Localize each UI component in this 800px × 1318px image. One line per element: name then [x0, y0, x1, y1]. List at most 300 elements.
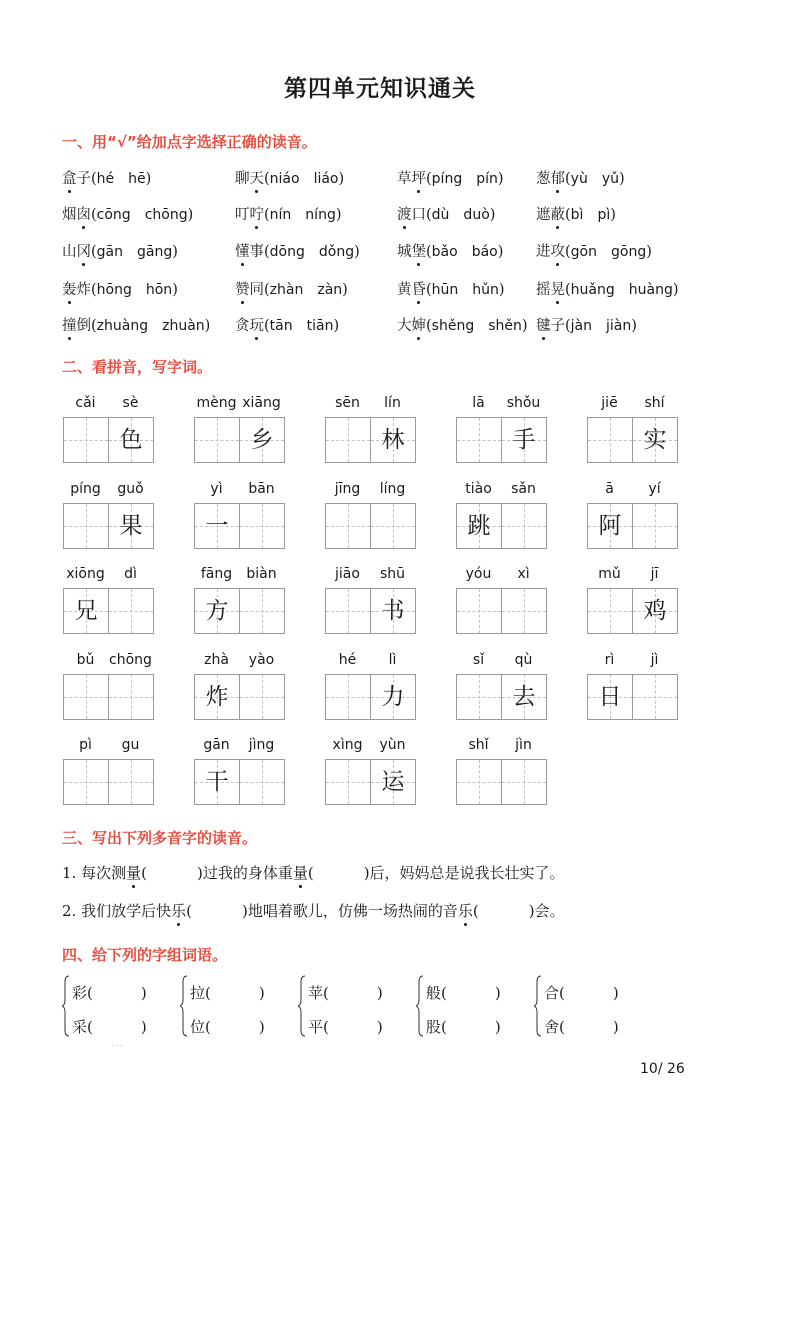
- grid-character: [326, 418, 370, 462]
- reading-choice-item: [397, 167, 504, 188]
- pinyin-options[interactable]: zhàn zàn: [269, 282, 343, 298]
- grid-character: 果: [119, 513, 143, 539]
- reading-choice-item: [235, 203, 342, 224]
- tian-grid-box[interactable]: [239, 503, 285, 549]
- pinyin-syllable: yùn: [379, 737, 406, 753]
- grid-character: [326, 675, 370, 719]
- grid-character: 书: [381, 598, 405, 624]
- reading-choice-item: [62, 314, 210, 335]
- grid-character: [64, 418, 108, 462]
- close-paren: ): [619, 171, 625, 187]
- tian-grid-box[interactable]: [370, 588, 416, 634]
- tian-grid-box[interactable]: [194, 674, 240, 720]
- word-part: (: [426, 282, 432, 298]
- section-4-title: 四、给下列的字组词语。: [62, 946, 228, 964]
- page-title: 第四单元知识通关: [284, 76, 476, 102]
- group-character: 股(: [426, 1018, 447, 1036]
- pinyin-syllable: líng: [379, 481, 406, 497]
- word-group: [534, 974, 644, 1038]
- tian-grid-pair: [194, 588, 284, 633]
- tian-grid-box[interactable]: [501, 674, 547, 720]
- reading-choice-item: [536, 203, 616, 224]
- tian-grid-box[interactable]: [325, 674, 371, 720]
- tian-grid-box[interactable]: [239, 417, 285, 463]
- grid-character: [633, 675, 677, 719]
- close-paren: ): [497, 171, 504, 187]
- pinyin-syllable: guǒ: [117, 481, 144, 497]
- pinyin-syllable: yào: [248, 652, 275, 668]
- word-part: 进: [536, 244, 551, 260]
- word-part: 子(: [76, 171, 97, 187]
- section-2-title: 二、看拼音，写字词。: [62, 358, 213, 376]
- grid-character: [64, 504, 108, 548]
- pinyin-options[interactable]: bì pì: [570, 207, 611, 223]
- tian-grid-pair: [194, 759, 284, 804]
- tian-grid-pair: [63, 588, 153, 633]
- close-paren: ): [187, 207, 194, 223]
- pinyin-syllable: yóu: [465, 566, 492, 582]
- word-part: 摇: [536, 282, 551, 298]
- pinyin-syllable: pì: [79, 737, 92, 753]
- pinyin-syllable: qù: [514, 652, 533, 668]
- close-paren: ): [172, 244, 178, 260]
- pinyin-options[interactable]: cōng chōng: [96, 207, 188, 223]
- grid-character: [109, 589, 153, 633]
- grid-character: 林: [381, 427, 405, 453]
- pinyin-syllable: jiāo: [335, 566, 360, 582]
- reading-choice-item: [62, 278, 178, 299]
- grid-character: [457, 675, 501, 719]
- close-paren: ): [145, 171, 152, 187]
- word-group: [298, 974, 408, 1038]
- grid-character: 力: [381, 684, 405, 710]
- tian-grid-box[interactable]: [63, 759, 109, 805]
- group-character: 合(: [544, 984, 565, 1002]
- pinyin-options[interactable]: niáo liáo: [269, 171, 339, 187]
- tian-grid-box[interactable]: [370, 503, 416, 549]
- pinyin-syllable: gān: [203, 737, 230, 753]
- tian-grid-pair: [63, 503, 153, 548]
- group-character: 彩(: [72, 984, 93, 1002]
- word-part: (: [426, 171, 432, 187]
- grid-character: [633, 504, 677, 548]
- word-part: 炸(: [76, 282, 97, 298]
- tian-grid-box[interactable]: [194, 759, 240, 805]
- word-part: (: [264, 207, 270, 223]
- pinyin-row: [587, 481, 677, 499]
- tian-grid-box[interactable]: [194, 588, 240, 634]
- brace-icon: [416, 974, 424, 1038]
- tian-grid-box[interactable]: [587, 674, 633, 720]
- tian-grid-box[interactable]: [632, 674, 678, 720]
- pinyin-options[interactable]: dù duò: [431, 207, 490, 223]
- pinyin-syllable: biàn: [246, 566, 277, 582]
- brace-icon: [180, 974, 188, 1038]
- tian-grid-pair: [587, 503, 677, 548]
- close-paren: ): [631, 318, 637, 334]
- pinyin-row: [456, 652, 546, 670]
- pinyin-syllable: bān: [248, 481, 275, 497]
- reading-choice-item: [235, 167, 344, 188]
- pinyin-syllable: lā: [472, 395, 485, 411]
- pinyin-syllable: shí: [644, 395, 665, 411]
- tian-grid-box[interactable]: [239, 588, 285, 634]
- pinyin-syllable: lín: [384, 395, 401, 411]
- dotted-character: 天: [250, 167, 265, 188]
- pinyin-options[interactable]: huǎng huàng: [570, 282, 673, 298]
- pinyin-syllable: rì: [604, 652, 615, 668]
- tian-grid-box[interactable]: [108, 759, 154, 805]
- close-paren: ): [172, 282, 178, 298]
- grid-character: 手: [512, 427, 536, 453]
- dotted-character: 毽: [536, 314, 551, 335]
- polyphone-sentence-2: 2. 我们放学后快乐( )地唱着歌儿，仿佛一场热闹的音乐( )会。: [62, 902, 565, 920]
- pinyin-row: [63, 481, 153, 499]
- tian-grid-box[interactable]: [108, 503, 154, 549]
- pinyin-syllable: sǎn: [511, 481, 536, 497]
- close-paren: ): [521, 318, 528, 334]
- word-part: 遮: [536, 207, 551, 223]
- close-paren: ): [489, 207, 496, 223]
- tian-grid-box[interactable]: [501, 588, 547, 634]
- grid-character: 去: [512, 684, 536, 710]
- group-character: 位(: [190, 1018, 211, 1036]
- reading-choice-item: [397, 240, 503, 261]
- dotted-character: 婶: [412, 314, 427, 335]
- close-paren: ): [612, 984, 619, 1002]
- pinyin-syllable: xì: [517, 566, 530, 582]
- grid-character: [502, 504, 546, 548]
- tian-grid-box[interactable]: [108, 674, 154, 720]
- grid-character: 炸: [205, 684, 229, 710]
- close-paren: ): [610, 207, 616, 223]
- word-part: (: [264, 171, 270, 187]
- pinyin-options[interactable]: bǎo báo: [431, 244, 498, 260]
- pinyin-syllable: jīng: [334, 481, 361, 497]
- pinyin-options[interactable]: nín níng: [269, 207, 336, 223]
- pinyin-options[interactable]: hé hē: [96, 171, 146, 187]
- reading-choice-item: [536, 240, 652, 261]
- pinyin-options[interactable]: tān tiān: [269, 318, 334, 334]
- pinyin-syllable: sè: [122, 395, 139, 411]
- tian-grid-pair: [587, 588, 677, 633]
- pinyin-syllable: ā: [605, 481, 614, 497]
- tian-grid-box[interactable]: [325, 588, 371, 634]
- dotted-character: 懂: [235, 240, 250, 261]
- pinyin-row: [587, 652, 677, 670]
- pinyin-row: [194, 481, 284, 499]
- word-part: 山: [62, 244, 77, 260]
- group-character: 般(: [426, 984, 447, 1002]
- pinyin-row: [325, 737, 415, 755]
- pinyin-row: [587, 566, 677, 584]
- dotted-character: 囱: [77, 203, 92, 224]
- tian-grid-box[interactable]: [587, 417, 633, 463]
- polyphone-sentence-1: 1. 每次测量( )过我的身体重量( )后，妈妈总是说我长壮实了。: [62, 864, 565, 882]
- dotted-character: 攻: [551, 240, 566, 261]
- grid-character: [457, 589, 501, 633]
- pinyin-syllable: shū: [379, 566, 406, 582]
- group-word-item: [190, 1016, 265, 1037]
- pinyin-options[interactable]: dōng dǒng: [269, 244, 355, 260]
- word-part: (: [91, 207, 97, 223]
- close-paren: ): [342, 282, 348, 298]
- grid-character: [326, 760, 370, 804]
- tian-grid-pair: [194, 417, 284, 462]
- pinyin-syllable: sǐ: [472, 652, 485, 668]
- section-3-title: 三、写出下列多音字的读音。: [62, 829, 258, 847]
- tian-grid-box[interactable]: [370, 417, 416, 463]
- dotted-character: 郁: [551, 167, 566, 188]
- tian-grid-box[interactable]: [239, 674, 285, 720]
- close-paren: ): [646, 244, 652, 260]
- pinyin-row: [194, 737, 284, 755]
- tian-grid-box[interactable]: [194, 503, 240, 549]
- tian-grid-pair: [194, 674, 284, 719]
- tian-grid-box[interactable]: [501, 503, 547, 549]
- word-part: 烟: [62, 207, 77, 223]
- grid-character: [109, 675, 153, 719]
- pinyin-syllable: mǔ: [598, 566, 621, 582]
- group-word-item: [544, 982, 619, 1003]
- grid-character: 运: [381, 769, 405, 795]
- word-part: (: [91, 244, 97, 260]
- pinyin-syllable: fāng: [200, 566, 233, 582]
- tian-grid-box[interactable]: [587, 588, 633, 634]
- tian-grid-pair: [456, 503, 546, 548]
- tian-grid-pair: [456, 417, 546, 462]
- tian-grid-pair: [194, 503, 284, 548]
- tian-grid-box[interactable]: [587, 503, 633, 549]
- grid-character: [326, 589, 370, 633]
- tian-grid-pair: [325, 674, 415, 719]
- pinyin-options[interactable]: shěng shěn: [431, 318, 522, 334]
- pinyin-row: [194, 395, 284, 413]
- page-number: 10/ 26: [640, 1061, 685, 1077]
- tian-grid-pair: [325, 588, 415, 633]
- pinyin-syllable: tiào: [465, 481, 492, 497]
- reading-choice-item: [235, 314, 339, 335]
- grid-character: 日: [598, 684, 622, 710]
- pinyin-syllable: chōng: [109, 652, 152, 668]
- pinyin-options[interactable]: jàn jiàn: [570, 318, 632, 334]
- word-part: (: [565, 244, 571, 260]
- group-word-item: [72, 1016, 147, 1037]
- tian-grid-box[interactable]: [108, 417, 154, 463]
- dotted-character: 撞: [62, 314, 77, 335]
- tian-grid-box[interactable]: [370, 759, 416, 805]
- dotted-character: 渡: [397, 203, 412, 224]
- pinyin-syllable: jì: [650, 652, 659, 668]
- pinyin-row: [194, 566, 284, 584]
- reading-choice-item: [62, 240, 178, 261]
- tian-grid-box[interactable]: [456, 417, 502, 463]
- close-paren: ): [497, 244, 504, 260]
- close-paren: ): [338, 171, 345, 187]
- tian-grid-box[interactable]: [456, 503, 502, 549]
- section-1-title: 一、用“√”给加点字选择正确的读音。: [62, 133, 317, 151]
- group-word-item: [72, 982, 147, 1003]
- reading-choice-item: [62, 167, 151, 188]
- pinyin-syllable: jī: [650, 566, 659, 582]
- reading-choice-item: [536, 278, 679, 299]
- dotted-character: 坪: [412, 167, 427, 188]
- tian-grid-pair: [63, 759, 153, 804]
- grid-character: [502, 760, 546, 804]
- word-part: 事(: [249, 244, 270, 260]
- group-character: 采(: [72, 1018, 93, 1036]
- tian-grid-pair: [456, 759, 546, 804]
- group-word-item: [426, 1016, 501, 1037]
- tian-grid-box[interactable]: [456, 588, 502, 634]
- pinyin-options[interactable]: zhuàng zhuàn: [96, 318, 205, 334]
- pinyin-syllable: jiē: [601, 395, 618, 411]
- pinyin-syllable: bǔ: [76, 652, 95, 668]
- tian-grid-box[interactable]: [63, 674, 109, 720]
- tian-grid-box[interactable]: [239, 759, 285, 805]
- tian-grid-box[interactable]: [632, 417, 678, 463]
- dotted-character: 盒: [62, 167, 77, 188]
- pinyin-syllable: yí: [648, 481, 661, 497]
- pinyin-row: [456, 737, 546, 755]
- close-paren: ): [612, 1018, 619, 1036]
- pinyin-row: [456, 566, 546, 584]
- scan-smudge: · · ·: [112, 1043, 122, 1050]
- pinyin-row: [63, 566, 153, 584]
- grid-character: [371, 504, 415, 548]
- pinyin-syllable: cǎi: [75, 395, 96, 411]
- pinyin-row: [325, 652, 415, 670]
- dotted-character: 堡: [412, 240, 427, 261]
- close-paren: ): [494, 984, 501, 1002]
- pinyin-row: [325, 566, 415, 584]
- reading-choice-item: [62, 203, 193, 224]
- close-paren: ): [333, 318, 340, 334]
- pinyin-syllable: jìng: [248, 737, 275, 753]
- pinyin-syllable: mèng: [196, 395, 237, 411]
- grid-character: 鸡: [643, 598, 667, 624]
- word-part: 聊: [235, 171, 250, 187]
- grid-character: [457, 760, 501, 804]
- pinyin-row: [325, 395, 415, 413]
- group-word-item: [308, 1016, 383, 1037]
- grid-character: 方: [205, 598, 229, 624]
- tian-grid-pair: [325, 417, 415, 462]
- pinyin-options[interactable]: píng pín: [431, 171, 498, 187]
- word-group: [416, 974, 526, 1038]
- close-paren: ): [376, 984, 383, 1002]
- grid-character: 实: [643, 427, 667, 453]
- tian-grid-pair: [325, 759, 415, 804]
- reading-choice-item: [536, 314, 637, 335]
- pinyin-syllable: gu: [121, 737, 140, 753]
- tian-grid-box[interactable]: [632, 588, 678, 634]
- grid-character: [64, 760, 108, 804]
- dotted-character: 赞: [235, 278, 250, 299]
- word-part: 草: [397, 171, 412, 187]
- word-part: (: [565, 207, 571, 223]
- tian-grid-box[interactable]: [63, 417, 109, 463]
- tian-grid-box[interactable]: [108, 588, 154, 634]
- grid-character: [502, 589, 546, 633]
- pinyin-options[interactable]: hūn hǔn: [431, 282, 499, 298]
- pinyin-row: [325, 481, 415, 499]
- tian-grid-box[interactable]: [325, 503, 371, 549]
- tian-grid-box[interactable]: [370, 674, 416, 720]
- tian-grid-box[interactable]: [63, 588, 109, 634]
- tian-grid-pair: [587, 674, 677, 719]
- tian-grid-box[interactable]: [501, 417, 547, 463]
- pinyin-syllable: zhà: [204, 652, 229, 668]
- dotted-character: 晃: [551, 278, 566, 299]
- pinyin-options[interactable]: hōng hōn: [96, 282, 173, 298]
- group-word-item: [308, 982, 383, 1003]
- tian-grid-box[interactable]: [456, 674, 502, 720]
- pinyin-syllable: xiāng: [242, 395, 281, 411]
- tian-grid-pair: [63, 417, 153, 462]
- word-part: 贪: [235, 318, 250, 334]
- word-part: 城: [397, 244, 412, 260]
- tian-grid-pair: [456, 588, 546, 633]
- group-character: 拉(: [190, 984, 211, 1002]
- tian-grid-box[interactable]: [325, 759, 371, 805]
- pinyin-options[interactable]: yù yǔ: [570, 171, 619, 187]
- grid-character: [240, 589, 284, 633]
- grid-character: [326, 504, 370, 548]
- close-paren: ): [140, 984, 147, 1002]
- word-part: (: [565, 171, 571, 187]
- tian-grid-box[interactable]: [63, 503, 109, 549]
- dotted-character: 咛: [250, 203, 265, 224]
- pinyin-syllable: shǒu: [506, 395, 541, 411]
- word-part: (: [426, 244, 432, 260]
- tian-grid-box[interactable]: [501, 759, 547, 805]
- word-part: (: [264, 318, 270, 334]
- dotted-character: 昏: [412, 278, 427, 299]
- grid-character: [240, 760, 284, 804]
- group-character: 舍(: [544, 1018, 565, 1036]
- tian-grid-box[interactable]: [456, 759, 502, 805]
- grid-character: 乡: [250, 427, 274, 453]
- reading-choice-item: [397, 278, 505, 299]
- reading-choice-item: [536, 167, 625, 188]
- grid-character: [195, 418, 239, 462]
- dotted-character: 蔽: [551, 203, 566, 224]
- grid-character: 干: [205, 769, 229, 795]
- tian-grid-box[interactable]: [194, 417, 240, 463]
- brace-icon: [298, 974, 306, 1038]
- grid-character: 色: [119, 427, 143, 453]
- grid-character: [240, 675, 284, 719]
- dotted-character: 玩: [250, 314, 265, 335]
- tian-grid-box[interactable]: [632, 503, 678, 549]
- tian-grid-box[interactable]: [325, 417, 371, 463]
- pinyin-options[interactable]: gān gāng: [96, 244, 173, 260]
- grid-character: [588, 418, 632, 462]
- dotted-character: 冈: [77, 240, 92, 261]
- close-paren: ): [376, 1018, 383, 1036]
- group-character: 平(: [308, 1018, 329, 1036]
- grid-character: [64, 675, 108, 719]
- pinyin-options[interactable]: gōn gōng: [570, 244, 647, 260]
- word-part: 子(: [550, 318, 571, 334]
- pinyin-row: [63, 652, 153, 670]
- pinyin-syllable: lì: [388, 652, 397, 668]
- pinyin-row: [587, 395, 677, 413]
- word-group: [180, 974, 290, 1038]
- pinyin-row: [194, 652, 284, 670]
- dotted-character: 轰: [62, 278, 77, 299]
